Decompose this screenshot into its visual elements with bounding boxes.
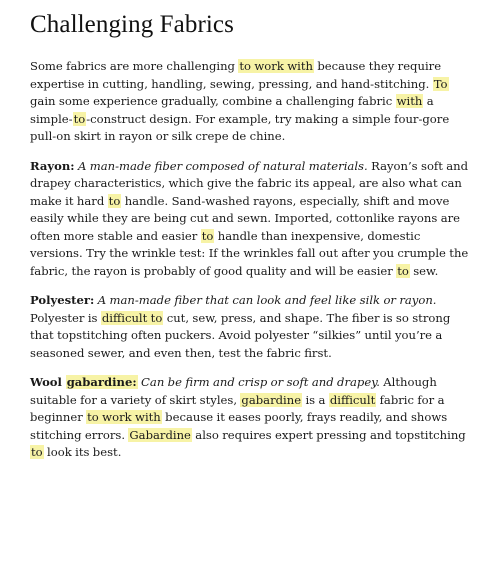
highlighted-text: to work with xyxy=(87,410,161,424)
highlighted-text: to xyxy=(397,263,409,278)
document-body xyxy=(30,58,471,462)
term-definition: Can be firm and crisp or soft and drapey. xyxy=(141,375,380,389)
term-label: Rayon: xyxy=(30,158,75,173)
text-segment: Although suitable for a variety of skirt styles, xyxy=(30,375,437,407)
highlighted-text: gabardine: xyxy=(66,375,137,389)
text-segment: because it eases poorly, frays readily, and shows stitching errors. xyxy=(30,410,448,442)
text-segment: Some fabrics are more challenging xyxy=(30,59,239,73)
page-title: Challenging Fabrics xyxy=(30,11,234,38)
highlighted-text: with xyxy=(396,94,423,108)
text-segment: sew. xyxy=(409,263,439,278)
text-segment: Polyester is xyxy=(30,310,101,325)
text-segment: look its best. xyxy=(43,445,122,459)
highlighted-text: to xyxy=(108,193,121,208)
highlighted-text: gabardine xyxy=(241,392,302,407)
term-definition: A man-made fiber composed of natural materials. xyxy=(77,158,368,173)
highlighted-text: to xyxy=(73,111,86,126)
text-segment: because they require expertise in cutting, handling, sewing, pressing, and hand-stitching. xyxy=(30,59,442,91)
text-segment: -construct design. For example, try making a simple four-gore pull-on skirt in rayon or silk crepe de chine. xyxy=(30,111,450,143)
text-segment: fabric for a beginner xyxy=(30,392,445,424)
text-segment: handle. Sand-washed rayons, especially, shift and move easily while they are being cut and sewn. Imported, cottonlike rayons are often more stable and easier xyxy=(30,193,461,243)
term-label: Polyester: xyxy=(30,293,95,307)
highlighted-text: to xyxy=(201,228,214,243)
text-segment: is a xyxy=(302,392,329,407)
text-segment: gain some experience gradually, combine a challenging fabric xyxy=(30,94,396,108)
highlighted-text: to xyxy=(31,445,43,459)
polyester-paragraph xyxy=(30,292,471,362)
rayon-paragraph xyxy=(30,158,471,281)
wool-gabardine-paragraph xyxy=(30,374,471,462)
text-segment: cut, sew, press, and shape. The fiber is so strong that topstitching often puckers. Avoid polyester “silkies” until you’re a seasoned sewer, and even then, test the fabric first. xyxy=(30,310,451,360)
highlighted-text: to work with xyxy=(239,59,313,73)
text-segment: Rayon’s soft and drapey characteristics, which give the fabric its appeal, are also what can make it hard xyxy=(30,158,469,208)
text-segment: a simple- xyxy=(30,94,434,126)
intro-paragraph xyxy=(30,58,471,146)
term-definition: A man-made fiber that can look and feel like silk or rayon. xyxy=(97,293,437,307)
highlighted-text: difficult to xyxy=(101,310,163,325)
term-label: Wool xyxy=(30,375,66,389)
highlighted-text: Gabardine xyxy=(129,427,191,442)
text-segment: also requires expert pressing and topstitching xyxy=(191,427,466,442)
highlighted-text: To xyxy=(433,76,448,91)
highlighted-text: difficult xyxy=(329,392,376,407)
text-segment: handle than inexpensive, domestic versions. Try the wrinkle test: If the wrinkles fall out after you crumple the fabric, the rayon is probably of good quality and will be easier xyxy=(30,228,469,278)
